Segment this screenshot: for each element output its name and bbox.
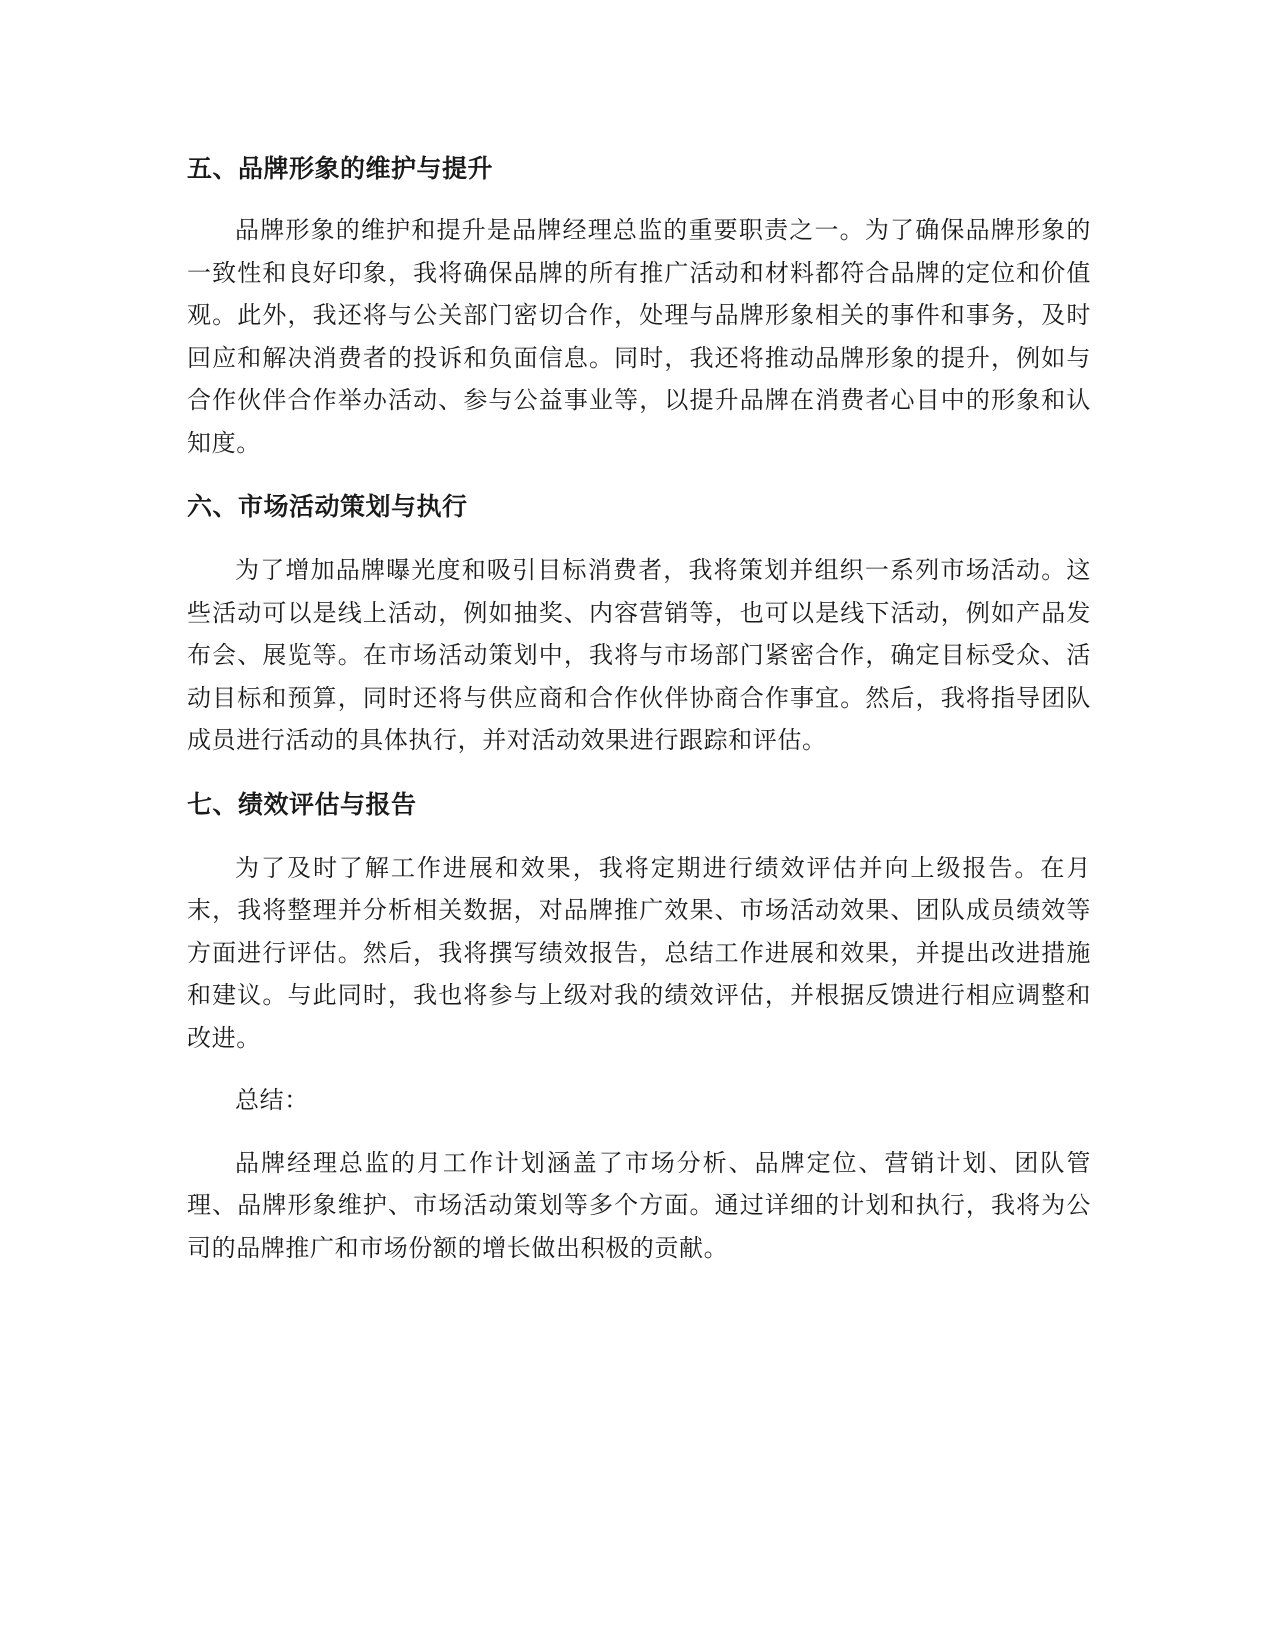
summary-body: 品牌经理总监的月工作计划涵盖了市场分析、品牌定位、营销计划、团队管理、品牌形象维护、市场活动策划等多个方面。通过详细的计划和执行，我将为公司的品牌推广和市场份额的增长做出积极的贡献。 <box>187 1148 1091 1262</box>
section-heading-7: 七、绩效评估与报告 <box>187 789 417 819</box>
section-body-5: 品牌形象的维护和提升是品牌经理总监的重要职责之一。为了确保品牌形象的一致性和良好印象，我将确保品牌的所有推广活动和材料都符合品牌的定位和价值观。此外，我还将与公关部门密切合作，处理与品牌形象相关的事件和事务，及时回应和解决消费者的投诉和负面信息。同时，我还将推动品牌形象的提升，例如与合作伙伴合作举办活动、参与公益事业等，以提升品牌在消费者心目中的形象和认知度。 <box>187 216 1091 457</box>
section-heading-6: 六、市场活动策划与执行 <box>187 492 468 521</box>
summary-label: 总结： <box>235 1086 309 1114</box>
section-heading-5: 五、品牌形象的维护与提升 <box>187 154 494 183</box>
document-page <box>187 140 1091 1269</box>
section-body-6: 为了增加品牌曝光度和吸引目标消费者，我将策划并组织一系列市场活动。这些活动可以是线上活动，例如抽奖、内容营销等，也可以是线下活动，例如产品发布会、展览等。在市场活动策划中，我将与市场部门紧密合作，确定目标受众、活动目标和预算，同时还将与供应商和合作伙伴协商合作事宜。然后，我将指导团队成员进行活动的具体执行，并对活动效果进行跟踪和评估。 <box>187 556 1091 754</box>
section-body-7: 为了及时了解工作进展和效果，我将定期进行绩效评估并向上级报告。在月末，我将整理并分析相关数据，对品牌推广效果、市场活动效果、团队成员绩效等方面进行评估。然后，我将撰写绩效报告，总结工作进展和效果，并提出改进措施和建议。与此同时，我也将参与上级对我的绩效评估，并根据反馈进行相应调整和改进。 <box>187 853 1091 1052</box>
